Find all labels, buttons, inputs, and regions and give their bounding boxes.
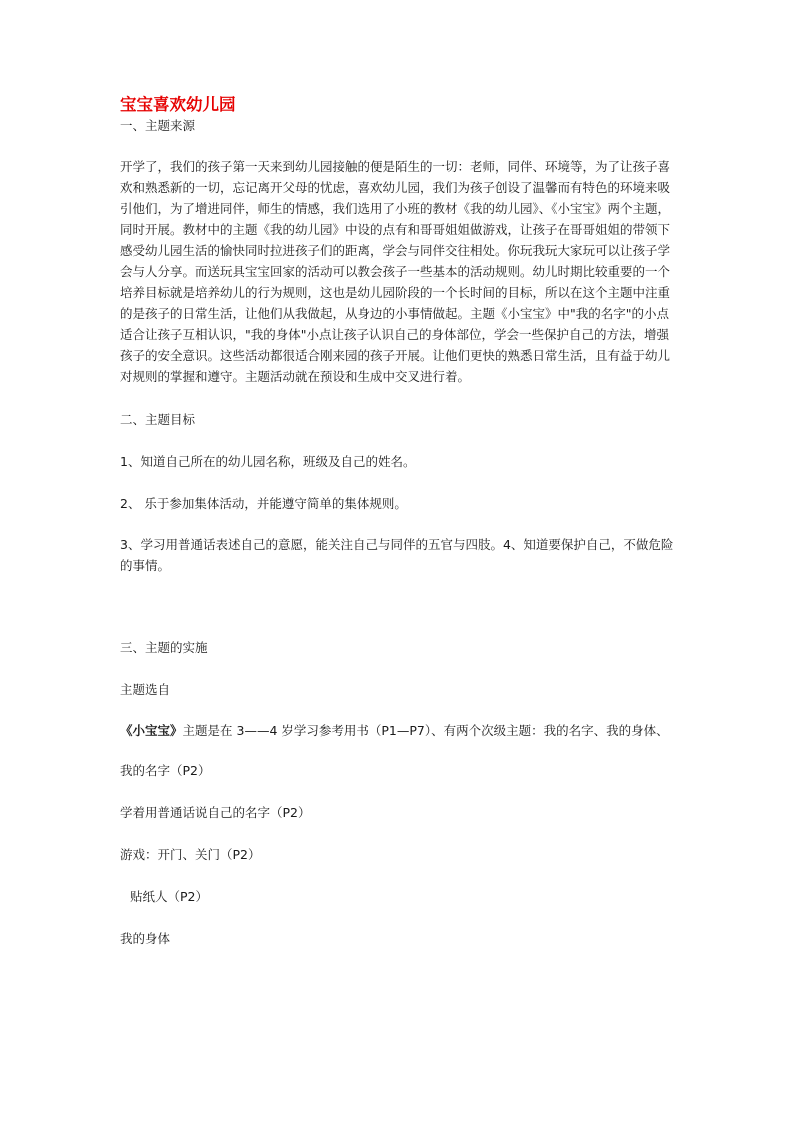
item-learn-name: 学着用普通话说自己的名字（P2） (120, 805, 311, 820)
goal-3: 3、学习用普通话表述自己的意愿，能关注自己与同伴的五官与四肢。4、知道要保护自己，不做危险的事情。 (120, 537, 674, 573)
section-3-heading: 三、主题的实施 (120, 640, 208, 655)
item-my-body: 我的身体 (120, 931, 171, 946)
document-title: 宝宝喜欢幼儿园 (120, 95, 236, 114)
goal-1: 1、知道自己所在的幼儿园名称，班级及自己的姓名。 (120, 454, 416, 469)
theme-book-paragraph (120, 720, 680, 741)
theme-book-description: 主题是在 3——4 岁学习参考用书（P1—P7）、有两个次级主题：我的名字、我的身体、 (182, 723, 669, 738)
item-sticker: 贴纸人（P2） (130, 889, 208, 904)
section-1-heading: 一、主题来源 (120, 118, 196, 133)
intro-paragraph: 开学了，我们的孩子第一天来到幼儿园接触的便是陌生的一切：老师，同伴、环境等，为了让孩子喜欢和熟悉新的一切，忘记离开父母的忧虑，喜欢幼儿园，我们为孩子创设了温馨而有特色的环境来吸引他们，为了增进同伴，师生的情感，我们选用了小班的教材《我的幼儿园》、《小宝宝》两个主题，同时开展。教材中的主题《我的幼儿园》中设的点有和哥哥姐姐做游戏，让孩子在哥哥姐姐的带领下感受幼儿园生活的愉快同时拉进孩子们的距离，学会与同伴交往相处。你玩我玩大家玩可以让孩子学会与人分享。而送玩具宝宝回家的活动可以教会孩子一些基本的活动规则。幼儿时期比较重要的一个培养目标就是培养幼儿的行为规则，这也是幼儿园阶段的一个长时间的目标，所以在这个主题中注重的是孩子的日常生活，让他们从我做起，从身边的小事情做起。主题《小宝宝》中"我的名字"的小点适合让孩子互相认识，"我的身体"小点让孩子认识自己的身体部位，学会一些保护自己的方法，增强孩子的安全意识。这些活动都很适合刚来园的孩子开展。让他们更快的熟悉日常生活，且有益于幼儿对规则的掌握和遵守。主题活动就在预设和生成中交叉进行着。 (120, 159, 671, 384)
theme-book-title: 《小宝宝》 (120, 723, 183, 738)
goal-2: 2、 乐于参加集体活动，并能遵守简单的集体规则。 (120, 496, 407, 511)
section-2-heading: 二、主题目标 (120, 412, 196, 427)
item-game: 游戏：开门、关门（P2） (120, 847, 261, 862)
theme-selection: 主题选自 (120, 682, 171, 697)
document-page (120, 94, 680, 948)
item-my-name: 我的名字（P2） (120, 763, 211, 778)
